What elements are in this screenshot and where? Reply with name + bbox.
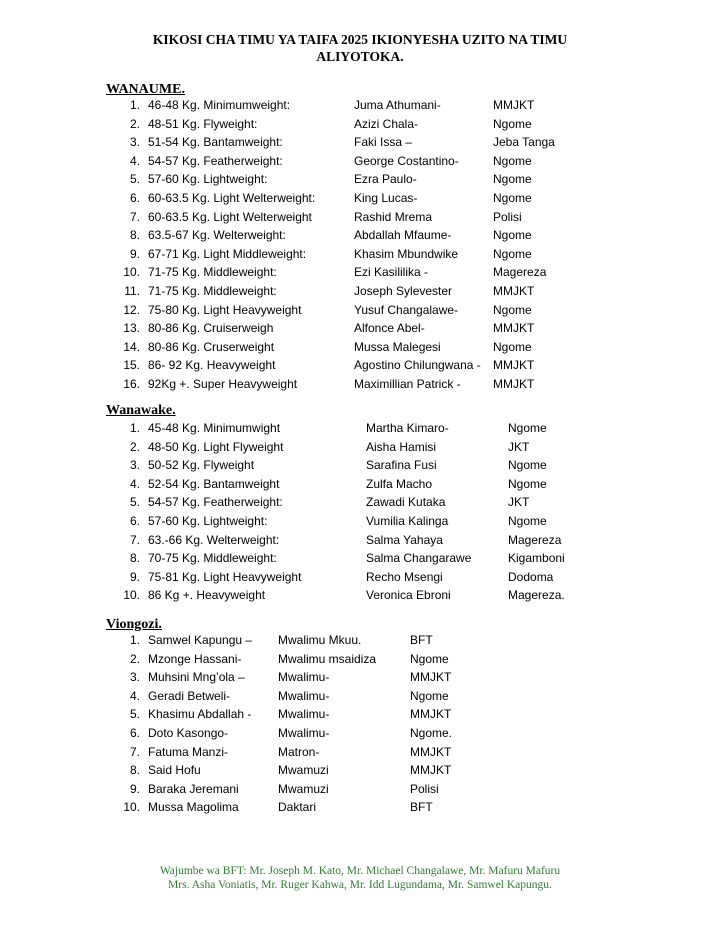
team-name: JKT: [508, 495, 530, 510]
weight-category: 63.5-67 Kg. Welterweight:: [148, 228, 286, 243]
team-name: BFT: [410, 800, 433, 815]
team-name: Ngome: [493, 172, 532, 187]
item-number: 5.: [129, 707, 140, 722]
official-role: Mwamuzi: [278, 763, 329, 778]
boxer-name: Veronica Ebroni: [366, 588, 451, 603]
list-item: [0, 245, 720, 263]
item-number: 3.: [129, 135, 140, 150]
list-item: [0, 456, 720, 474]
team-name: JKT: [508, 439, 530, 454]
official-name: Fatuma Manzi-: [148, 744, 229, 759]
weight-category: 54-57 Kg. Featherweight:: [148, 495, 283, 510]
team-name: Ngome: [493, 191, 532, 205]
item-number: 10.: [123, 800, 140, 815]
boxer-name: Maximillian Patrick -: [354, 377, 461, 391]
weight-category: 48-50 Kg. Light Flyweight: [148, 439, 284, 454]
list-item: [0, 170, 720, 188]
item-number: 10.: [123, 265, 140, 280]
list-item: [0, 208, 720, 226]
team-name: MMJKT: [410, 707, 452, 722]
weight-category: 80-86 Kg. Cruiserweigh: [148, 321, 274, 336]
official-name: Geradi Betweli-: [148, 688, 231, 703]
item-number: 8.: [129, 228, 140, 243]
section-heading-women: Wanawake.: [106, 403, 176, 418]
item-number: 8.: [129, 551, 140, 566]
list-item: [0, 724, 720, 742]
official-role: Matron-: [278, 744, 320, 759]
weight-category: 71-75 Kg. Middleweight:: [148, 265, 277, 280]
boxer-name: Rashid Mrema: [354, 209, 433, 224]
list-item: [0, 226, 720, 244]
boxer-name: King Lucas-: [354, 191, 418, 205]
list-item: [0, 319, 720, 337]
official-role: Mwalimu-: [278, 726, 330, 740]
list-item: [0, 282, 720, 300]
item-number: 1.: [129, 633, 140, 647]
team-name: MMJKT: [410, 763, 452, 778]
team-name: Ngome.: [410, 726, 453, 740]
official-role: Mwalimu msaidiza: [278, 651, 377, 666]
list-item: [0, 650, 720, 668]
team-name: Dodoma: [508, 569, 554, 584]
team-name: Ngome: [493, 246, 532, 261]
boxer-name: Juma Athumani-: [354, 98, 441, 112]
team-name: BFT: [410, 633, 433, 647]
list-item: [0, 301, 720, 319]
team-name: MMJKT: [493, 358, 535, 373]
weight-category: 57-60 Kg. Lightweight:: [148, 172, 268, 187]
team-name: Magereza.: [508, 588, 565, 603]
team-name: Magereza: [508, 532, 562, 547]
list-item: [0, 115, 720, 133]
title-line-1: KIKOSI CHA TIMU YA TAIFA 2025 IKIONYESHA UZITO NA TIMU: [152, 32, 568, 47]
weight-category: 51-54 Kg. Bantamweight:: [148, 135, 283, 150]
boxer-name: Aisha Hamisi: [366, 439, 437, 454]
team-name: Ngome: [508, 514, 547, 528]
boxer-name: Ezra Paulo-: [354, 172, 417, 187]
weight-category: 70-75 Kg. Middleweight:: [148, 551, 277, 566]
weight-category: 52-54 Kg. Bantamweight: [148, 476, 280, 491]
item-number: 9.: [129, 569, 140, 584]
boxer-name: Salma Changarawe: [366, 551, 472, 566]
item-number: 9.: [129, 246, 140, 261]
item-number: 2.: [129, 651, 140, 666]
list-item: [0, 586, 720, 604]
list-item: [0, 375, 720, 393]
list-item: [0, 338, 720, 356]
item-number: 2.: [129, 439, 140, 454]
weight-category: 92Kg +. Super Heavyweight: [148, 377, 298, 391]
official-role: Mwamuzi: [278, 781, 329, 796]
list-item: [0, 96, 720, 114]
list-item: [0, 493, 720, 511]
list-item: [0, 705, 720, 723]
team-name: MMJKT: [410, 744, 452, 759]
boxer-name: Zawadi Kutaka: [366, 495, 446, 510]
list-item: [0, 743, 720, 761]
team-name: Ngome: [410, 651, 449, 666]
item-number: 4.: [129, 153, 140, 168]
boxer-name: Joseph Sylevester: [354, 284, 453, 298]
weight-category: 80-86 Kg. Cruserweight: [148, 339, 275, 354]
list-item: [0, 152, 720, 170]
official-name: Doto Kasongo-: [148, 726, 229, 740]
boxer-name: Faki Issa –: [354, 135, 413, 150]
team-name: Polisi: [493, 209, 522, 224]
boxer-name: Yusuf Changalawe-: [354, 302, 459, 317]
list-item: [0, 568, 720, 586]
item-number: 3.: [129, 670, 140, 685]
item-number: 6.: [129, 726, 140, 740]
official-role: Mwalimu-: [278, 670, 330, 685]
boxer-name: Abdallah Mfaume-: [354, 228, 452, 243]
list-item: [0, 419, 720, 437]
item-number: 8.: [129, 763, 140, 778]
official-role: Mwalimu-: [278, 688, 330, 703]
weight-category: 75-80 Kg. Light Heavyweight: [148, 302, 302, 317]
list-item: [0, 512, 720, 530]
item-number: 3.: [129, 458, 140, 473]
list-item: [0, 668, 720, 686]
team-name: Polisi: [410, 781, 439, 796]
team-name: Ngome: [493, 153, 532, 168]
weight-category: 86 Kg +. Heavyweight: [148, 588, 266, 603]
item-number: 14.: [123, 339, 140, 354]
section-heading-officials: Viongozi.: [106, 617, 162, 632]
list-item: [0, 780, 720, 798]
weight-category: 60-63.5 Kg. Light Welterweight: [148, 209, 312, 224]
item-number: 2.: [129, 116, 140, 131]
weight-category: 45-48 Kg. Minimumwight: [148, 421, 281, 435]
item-number: 5.: [129, 495, 140, 510]
item-number: 6.: [129, 191, 140, 205]
item-number: 12.: [123, 302, 140, 317]
list-item: [0, 531, 720, 549]
weight-category: 67-71 Kg. Light Middleweight:: [148, 246, 307, 261]
team-name: Ngome: [493, 302, 532, 317]
weight-category: 57-60 Kg. Lightweight:: [148, 514, 268, 528]
list-item: [0, 798, 720, 816]
boxer-name: George Costantino-: [354, 153, 459, 168]
boxer-name: Zulfa Macho: [366, 476, 433, 491]
boxer-name: Agostino Chilungwana -: [354, 358, 481, 373]
official-role: Mwalimu-: [278, 707, 330, 722]
item-number: 13.: [123, 321, 140, 336]
list-item: [0, 761, 720, 779]
team-name: MMJKT: [410, 670, 452, 685]
weight-category: 86- 92 Kg. Heavyweight: [148, 358, 276, 373]
team-name: Jeba Tanga: [493, 135, 555, 150]
boxer-name: Martha Kimaro-: [366, 421, 449, 435]
weight-category: 60-63.5 Kg. Light Welterweight:: [148, 191, 316, 205]
official-name: Muhsini Mng’ola –: [148, 670, 245, 685]
weight-category: 75-81 Kg. Light Heavyweight: [148, 569, 302, 584]
boxer-name: Recho Msengi: [366, 569, 443, 584]
item-number: 7.: [129, 532, 140, 547]
list-item: [0, 133, 720, 151]
team-name: MMJKT: [493, 284, 535, 298]
weight-category: 48-51 Kg. Flyweight:: [148, 116, 258, 131]
item-number: 9.: [129, 781, 140, 796]
team-name: MMJKT: [493, 377, 535, 391]
item-number: 16.: [123, 377, 140, 391]
item-number: 11.: [124, 284, 140, 298]
list-item: [0, 549, 720, 567]
item-number: 6.: [129, 514, 140, 528]
boxer-name: Salma Yahaya: [366, 532, 443, 547]
section-heading-men: WANAUME.: [106, 82, 185, 97]
boxer-name: Mussa Malegesi: [354, 339, 441, 354]
official-role: Mwalimu Mkuu.: [278, 633, 362, 647]
item-number: 7.: [129, 744, 140, 759]
document-title: [80, 31, 640, 65]
item-number: 4.: [129, 476, 140, 491]
weight-category: 46-48 Kg. Minimumweight:: [148, 98, 291, 112]
weight-category: 71-75 Kg. Middleweight:: [148, 284, 277, 298]
official-name: Khasimu Abdallah -: [148, 707, 252, 722]
team-name: Ngome: [508, 421, 547, 435]
weight-category: 63.-66 Kg. Welterweight:: [148, 532, 280, 547]
team-name: Ngome: [410, 688, 449, 703]
list-item: [0, 687, 720, 705]
official-name: Mussa Magolima: [148, 800, 239, 815]
title-line-2: ALIYOTOKA.: [316, 49, 404, 64]
list-item: [0, 631, 720, 649]
list-item: [0, 189, 720, 207]
item-number: 4.: [129, 688, 140, 703]
official-name: Baraka Jeremani: [148, 781, 239, 796]
team-name: Magereza: [493, 265, 547, 280]
item-number: 5.: [129, 172, 140, 187]
boxer-name: Sarafina Fusi: [366, 458, 437, 473]
footer-line-1: Wajumbe wa BFT: Mr. Joseph M. Kato, Mr. Michael Changalawe, Mr. Mafuru Mafuru: [159, 865, 561, 877]
boxer-name: Ezi Kasililika -: [354, 265, 429, 280]
list-item: [0, 475, 720, 493]
team-name: MMJKT: [493, 98, 535, 112]
official-name: Said Hofu: [148, 763, 201, 778]
item-number: 1.: [129, 98, 140, 112]
team-name: MMJKT: [493, 321, 535, 336]
list-item: [0, 263, 720, 281]
list-item: [0, 438, 720, 456]
item-number: 15.: [123, 358, 140, 373]
boxer-name: Azizi Chala-: [354, 116, 419, 131]
boxer-name: Vumilia Kalinga: [366, 514, 449, 528]
item-number: 1.: [129, 421, 140, 435]
item-number: 7.: [129, 209, 140, 224]
boxer-name: Alfonce Abel-: [354, 321, 425, 336]
footer-bft-members: [60, 864, 660, 892]
official-name: Mzonge Hassani-: [148, 651, 242, 666]
weight-category: 50-52 Kg. Flyweight: [148, 458, 255, 473]
team-name: Ngome: [493, 339, 532, 354]
team-name: Ngome: [508, 476, 547, 491]
item-number: 10.: [123, 588, 140, 603]
official-name: Samwel Kapungu –: [148, 633, 253, 647]
team-name: Ngome: [508, 458, 547, 473]
official-role: Daktari: [278, 800, 317, 815]
team-name: Kigamboni: [508, 551, 565, 566]
team-name: Ngome: [493, 116, 532, 131]
footer-line-2: Mrs. Asha Voniatis, Mr. Ruger Kahwa, Mr. Idd Lugundama, Mr. Samwel Kapungu.: [168, 879, 552, 891]
weight-category: 54-57 Kg. Featherweight:: [148, 153, 283, 168]
team-name: Ngome: [493, 228, 532, 243]
list-item: [0, 356, 720, 374]
boxer-name: Khasim Mbundwike: [354, 246, 459, 261]
